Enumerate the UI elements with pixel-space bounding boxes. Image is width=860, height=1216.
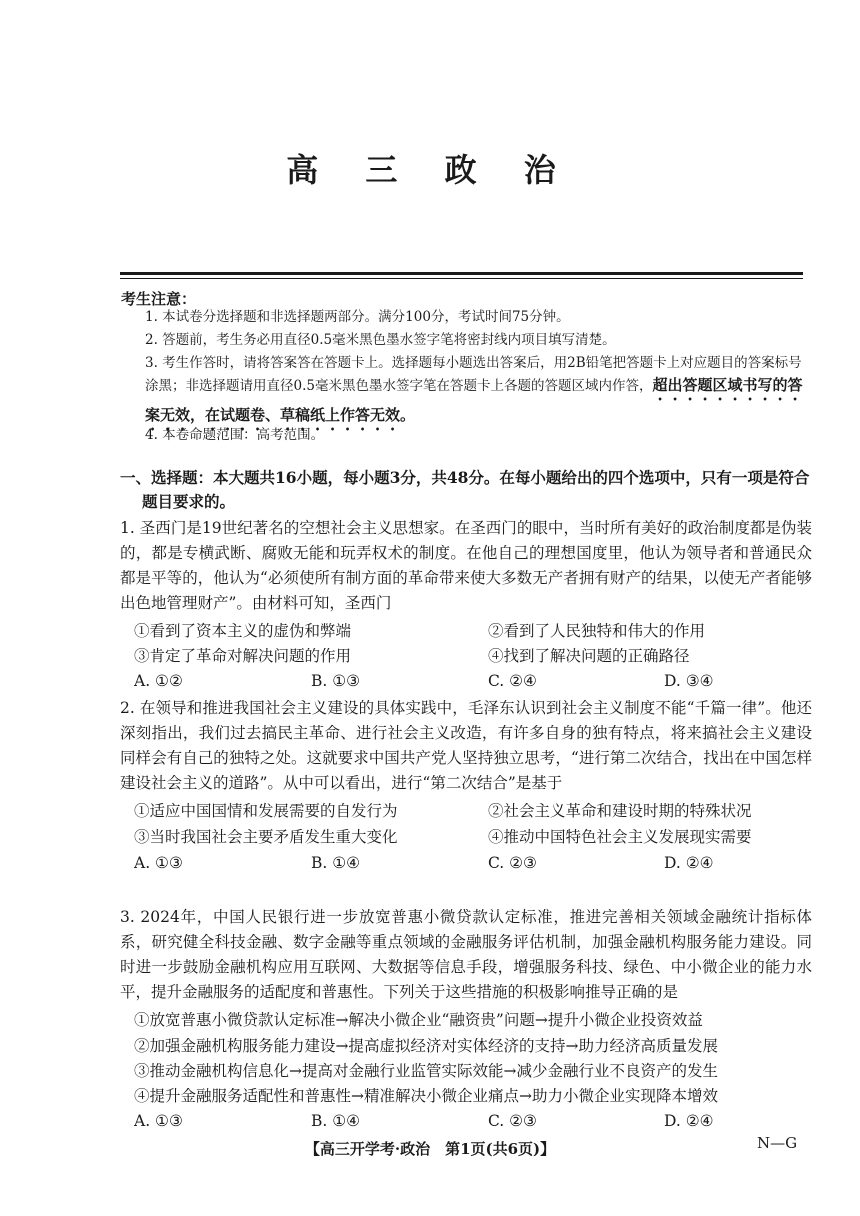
question-2-statement-1: ①适应中国国情和发展需要的自发行为 [134,802,398,820]
question-1-statement-2: ②看到了人民独特和伟大的作用 [488,622,706,640]
question-3-stem: 3. 2024年，中国人民银行进一步放宽普惠小微贷款认定标准，推进完善相关领域金融统计指标体系，研究健全科技金融、数字金融等重点领域的金融服务评估机制，加强金融机构服务能力建设。同时进一步鼓励金融机构应用互联网、大数据等信息手段，增强服务科技、绿色、中小微企业的能力水平，提升金融服务的适配度和普惠性。下列关于这些措施的积极影响推导正确的是 [120,908,812,1001]
question-2-statement-4: ④推动中国特色社会主义发展现实需要 [488,828,752,846]
question-3-statement-3: ③推动金融机构信息化→提高对金融行业监管实际效能→减少金融行业不良资产的发生 [134,1062,718,1080]
question-3-answer-c: C. ②③ [488,1112,537,1130]
notice-item-3-text: 3. 考生作答时，请将答案答在答题卡上。选择题每小题选出答案后，用2B铅笔把答题卡上对应题目的答案标号涂黑；非选择题请用直径0.5毫米黑色墨水签字笔在答题卡上各题的答题区域内作答， [145,355,802,394]
question-2-answer-d: D. ②④ [664,854,714,872]
question-1-answer-b: B. ①③ [311,672,361,690]
question-1-answer-c: C. ②④ [488,672,537,690]
notice-item-1: 1. 本试卷分选择题和非选择题两部分。满分100分，考试时间75分钟。 [145,309,570,325]
page-footer: 【高三开学考·政治 第1页(共6页)】 [304,1140,556,1158]
question-2-answer-c: C. ②③ [488,854,537,872]
question-1-statement-3: ③肯定了革命对解决问题的作用 [134,647,352,665]
header-rule-thin [120,278,803,279]
question-3-answer-d: D. ②④ [664,1112,714,1130]
question-2-answer-a: A. ①③ [134,854,183,872]
notice-item-2: 2. 答题前，考生务必用直径0.5毫米黑色墨水签字笔将密封线内项目填写清楚。 [145,332,616,348]
question-3-statement-2: ②加强金融机构服务能力建设→提高虚拟经济对实体经济的支持→助力经济高质量发展 [134,1037,718,1055]
question-2-statement-3: ③当时我国社会主要矛盾发生重大变化 [134,828,398,846]
paper-code: N—G [757,1134,798,1152]
question-3-statement-1: ①放宽普惠小微贷款认定标准→解决小微企业“融资贵”问题→提升小微企业投资效益 [134,1011,703,1029]
notice-item-4: 4. 本卷命题范围：高考范围。 [145,427,325,443]
notice-item-3 [145,352,807,434]
page-title: 高 三 政 治 [286,151,574,189]
question-3-answer-a: A. ①③ [134,1112,183,1130]
question-2-answer-b: B. ①④ [311,854,361,872]
question-1-statement-4: ④找到了解决问题的正确路径 [488,647,690,665]
question-3-statement-4: ④提升金融服务适配性和普惠性→精准解决小微企业痛点→助力小微企业实现降本增效 [134,1087,718,1105]
question-2-statement-2: ②社会主义革命和建设时期的特殊状况 [488,802,752,820]
question-1-answer-d: D. ③④ [664,672,714,690]
question-1-answer-a: A. ①② [134,672,183,690]
question-1-stem: 1. 圣西门是19世纪著名的空想社会主义思想家。在圣西门的眼中，当时所有美好的政治制度都是伪装的，都是专横武断、腐败无能和玩弄权术的制度。在他自己的理想国度里，他认为领导者和普通民众都是平等的，他认为“必须使所有制方面的革命带来使大多数无产者拥有财产的结果，以使无产者能够出色地管理财产”。由材料可知，圣西门 [120,519,812,612]
question-2-stem: 2. 在领导和推进我国社会主义建设的具体实践中，毛泽东认识到社会主义制度不能“千篇一律”。他还深刻指出，我们过去搞民主革命、进行社会主义改造，有许多自身的独有特点，将来搞社会主义建设同样会有自己的独特之处。这就要求中国共产党人坚持独立思考，“进行第二次结合，找出在中国怎样建设社会主义的道路”。从中可以看出，进行“第二次结合”是基于 [120,699,812,792]
header-rule-thick [120,272,803,275]
question-3-answer-b: B. ①④ [311,1112,361,1130]
question-1-statement-1: ①看到了资本主义的虚伪和弊端 [134,622,352,640]
notice-heading: 考生注意： [121,290,197,308]
notice-item-3-emphasis: 超出答题区域书写的答案无效，在试题卷、草稿纸上作答无效。 [145,376,803,424]
section-heading: 一、选择题：本大题共16小题，每小题3分，共48分。在每小题给出的四个选项中，只有一项是符合题目要求的。 [120,468,810,511]
